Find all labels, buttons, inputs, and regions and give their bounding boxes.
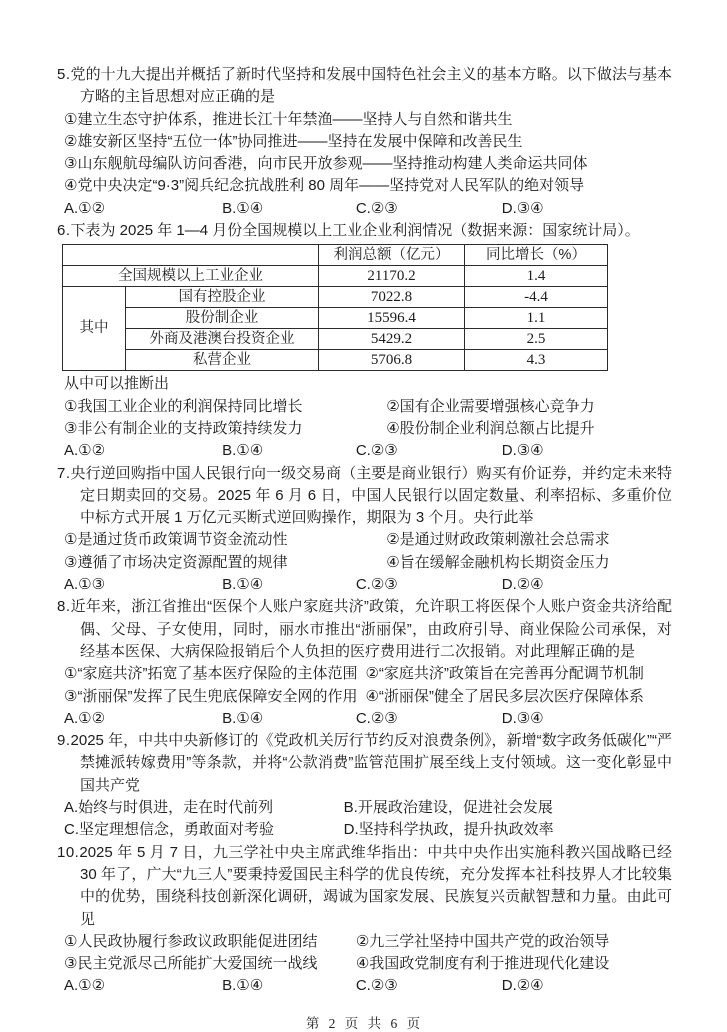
table-cell-growth: 1.1: [465, 308, 608, 329]
table-header-growth: 同比增长（%）: [465, 245, 608, 266]
question-6: [57, 220, 672, 462]
table-row: [63, 329, 608, 350]
question-items: [57, 109, 672, 198]
question-stem: 近年来，浙江省推出“医保个人账户家庭共济”政策，允许职工将医保个人账户资金共济给配偶、父母、子女使用，同时，丽水市推出“浙丽保”，由政府引导、商业保险公司承保，对经基本医保、大病保险报销后个人负担的医疗费用进行二次报销。对此理解正确的是: [70, 598, 672, 660]
table-header-profit: 利润总额（亿元）: [319, 245, 465, 266]
option-a: A.①②: [64, 977, 106, 995]
item-3: ③民主党派尽己所能扩大爱国统一战线: [64, 955, 318, 973]
item-4: ④我国政党制度有利于推进现代化建设: [355, 955, 610, 973]
option-d: D.③④: [501, 442, 544, 460]
table-cell-profit: 7022.8: [319, 287, 465, 308]
question-stem-line: [57, 596, 672, 663]
option-d: D.③④: [501, 199, 544, 217]
question-7: [57, 463, 672, 597]
table-cell-label: 全国规模以上工业企业: [63, 266, 319, 287]
question-number: 6.: [57, 222, 71, 240]
option-d: D.③④: [501, 709, 544, 727]
question-stem: 央行逆回购指中国人民银行向一级交易商（主要是商业银行）购买有价证券，并约定未来特定日期卖回的交易。2025 年 6 月 6 日，中国人民银行以固定数量、利率招标、多重价位中标方式开展 1 万亿元买断式逆回购操作，期限为 3 个月。央行此举: [70, 464, 672, 527]
option-b: B.①④: [222, 442, 264, 460]
options-row: [57, 440, 672, 462]
options-grid: [57, 797, 672, 842]
option-b: B.①④: [222, 199, 264, 217]
table-row: [63, 287, 608, 308]
table-cell-growth: 1.4: [465, 266, 608, 287]
options-row: [57, 198, 672, 220]
profit-table: [62, 244, 608, 371]
option-a: A.始终与时俱进，走在时代前列: [64, 799, 274, 817]
question-stem: 2025 年，中共中央新修订的《党政机关厉行节约反对浪费条例》，新增“数字政务低碳化”“严禁摊派转嫁费用”等条款，并将“公款消费”监管范围扩展至线上支付领域。这一变化彰显中国共产党: [70, 732, 672, 794]
options-row: [57, 975, 672, 997]
option-a: A.①③: [64, 576, 106, 594]
question-stem: 下表为 2025 年 1—4 月份全国规模以上工业企业利润情况（数据来源：国家统计局）。: [70, 222, 640, 240]
table-cell-growth: 4.3: [465, 350, 608, 371]
item-3: ③“浙丽保”发挥了民生兜底保障安全网的作用: [64, 687, 358, 705]
options-row: [57, 574, 672, 596]
table-cell-label: 国有控股企业: [126, 287, 319, 308]
question-10: [57, 842, 672, 998]
question-stem-line: [57, 730, 672, 797]
table-row: [63, 350, 608, 371]
question-items: [57, 663, 672, 708]
table-cell-label: 私营企业: [126, 350, 319, 371]
option-c: C.②③: [355, 199, 398, 217]
question-stem: 2025 年 5 月 7 日，九三学社中央主席武维华指出：中共中央作出实施科教兴国战略已经 30 年了，广大“九三人”要秉持爱国民主科学的优良传统，充分发挥本社科技界人才比较集中的优势，围绕科技创新深化调研，竭诚为国家发展、民族复兴贡献智慧和力量。由此可见: [79, 843, 672, 928]
option-b: B.开展政治建设，促进社会发展: [343, 799, 553, 817]
item-4: ④“浙丽保”健全了居民多层次医疗保障体系: [365, 687, 644, 705]
question-stem-line: [57, 463, 672, 530]
item-4: ④旨在缓解金融机构长期资金压力: [386, 553, 610, 571]
table-header-empty: [63, 245, 319, 266]
question-number: 8.: [57, 598, 71, 616]
table-cell-profit: 21170.2: [319, 266, 465, 287]
question-number: 5.: [57, 66, 71, 83]
table-total-row: [63, 266, 608, 287]
option-c: C.②③: [355, 442, 398, 460]
option-c: C.坚定理想信念，勇敢面对考验: [64, 821, 275, 839]
question-number: 10.: [57, 843, 80, 861]
item-3: ③山东舰航母编队访问香港，向市民开放参观——坚持推动构建人类命运共同体: [64, 155, 588, 173]
question-stem-line: [57, 220, 672, 242]
question-lead: 从中可以推断出: [64, 375, 170, 393]
item-row-2: [57, 686, 672, 708]
option-c: C.②③: [355, 709, 398, 727]
question-stem-line: [57, 64, 672, 109]
option-d: D.②④: [501, 977, 544, 995]
item-2: ②雄安新区坚持“五位一体”协同推进——坚持在发展中保障和改善民生: [64, 132, 523, 150]
option-d: D.坚持科学执政，提升执政效率: [343, 821, 554, 839]
item-3: ③非公有制企业的支持政策持续发力: [64, 419, 303, 437]
table-cell-profit: 5706.8: [319, 350, 465, 371]
option-a: A.①②: [64, 199, 106, 217]
question-items: [57, 931, 672, 976]
table-cell-label: 外商及港澳台投资企业: [126, 329, 319, 350]
table-row: [63, 308, 608, 329]
option-b: B.①④: [222, 576, 264, 594]
question-stem-line: [57, 842, 672, 931]
option-a: A.①②: [64, 709, 106, 727]
question-number: 7.: [57, 464, 71, 482]
item-1: ①是通过货币政策调节资金流动性: [64, 531, 288, 549]
item-1: ①“家庭共济”拓宽了基本医疗保险的主体范围: [64, 665, 358, 683]
question-number: 9.: [57, 732, 71, 750]
table-cell-label: 股份制企业: [126, 308, 319, 329]
item-1: ①建立生态守护体系，推进长江十年禁渔——坚持人与自然和谐共生: [64, 110, 513, 128]
item-4: ④股份制企业利润总额占比提升: [386, 419, 595, 437]
item-2: ②九三学社坚持中国共产党的政治领导: [355, 932, 610, 950]
option-b: B.①④: [222, 977, 264, 995]
table-group-label: 其中: [63, 287, 126, 371]
item-4: ④党中央决定“9·3”阅兵纪念抗战胜利 80 周年——坚持党对人民军队的绝对领导: [64, 177, 585, 195]
options-row: [57, 708, 672, 730]
item-2: ②国有企业需要增强核心竞争力: [386, 397, 595, 415]
question-items: [57, 529, 672, 574]
item-1: ①我国工业企业的利润保持同比增长: [64, 397, 303, 415]
question-items: [57, 396, 672, 441]
item-2: ②是通过财政政策刺激社会总需求: [386, 531, 610, 549]
item-row-1: [57, 663, 672, 685]
table-cell-growth: 2.5: [465, 329, 608, 350]
option-d: D.②④: [501, 576, 544, 594]
question-stem: 党的十九大提出并概括了新时代坚持和发展中国特色社会主义的基本方略。以下做法与基本方略的主旨思想对应正确的是: [70, 66, 672, 106]
item-3: ③遵循了市场决定资源配置的规律: [64, 553, 288, 571]
question-8: [57, 596, 672, 730]
question-9: [57, 730, 672, 841]
table-cell-profit: 15596.4: [319, 308, 465, 329]
option-c: C.②③: [355, 977, 398, 995]
option-a: A.①②: [64, 442, 106, 460]
option-b: B.①④: [222, 709, 264, 727]
table-cell-profit: 5429.2: [319, 329, 465, 350]
item-1: ①人民政协履行参政议政职能促进团结: [64, 932, 318, 950]
table-header-row: [63, 245, 608, 266]
question-5: [57, 64, 672, 220]
page-footer: 第 2 页 共 6 页: [305, 1015, 424, 1031]
option-c: C.②③: [355, 576, 398, 594]
table-cell-growth: -4.4: [465, 287, 608, 308]
item-2: ②“家庭共济”政策旨在完善再分配调节机制: [365, 665, 644, 683]
